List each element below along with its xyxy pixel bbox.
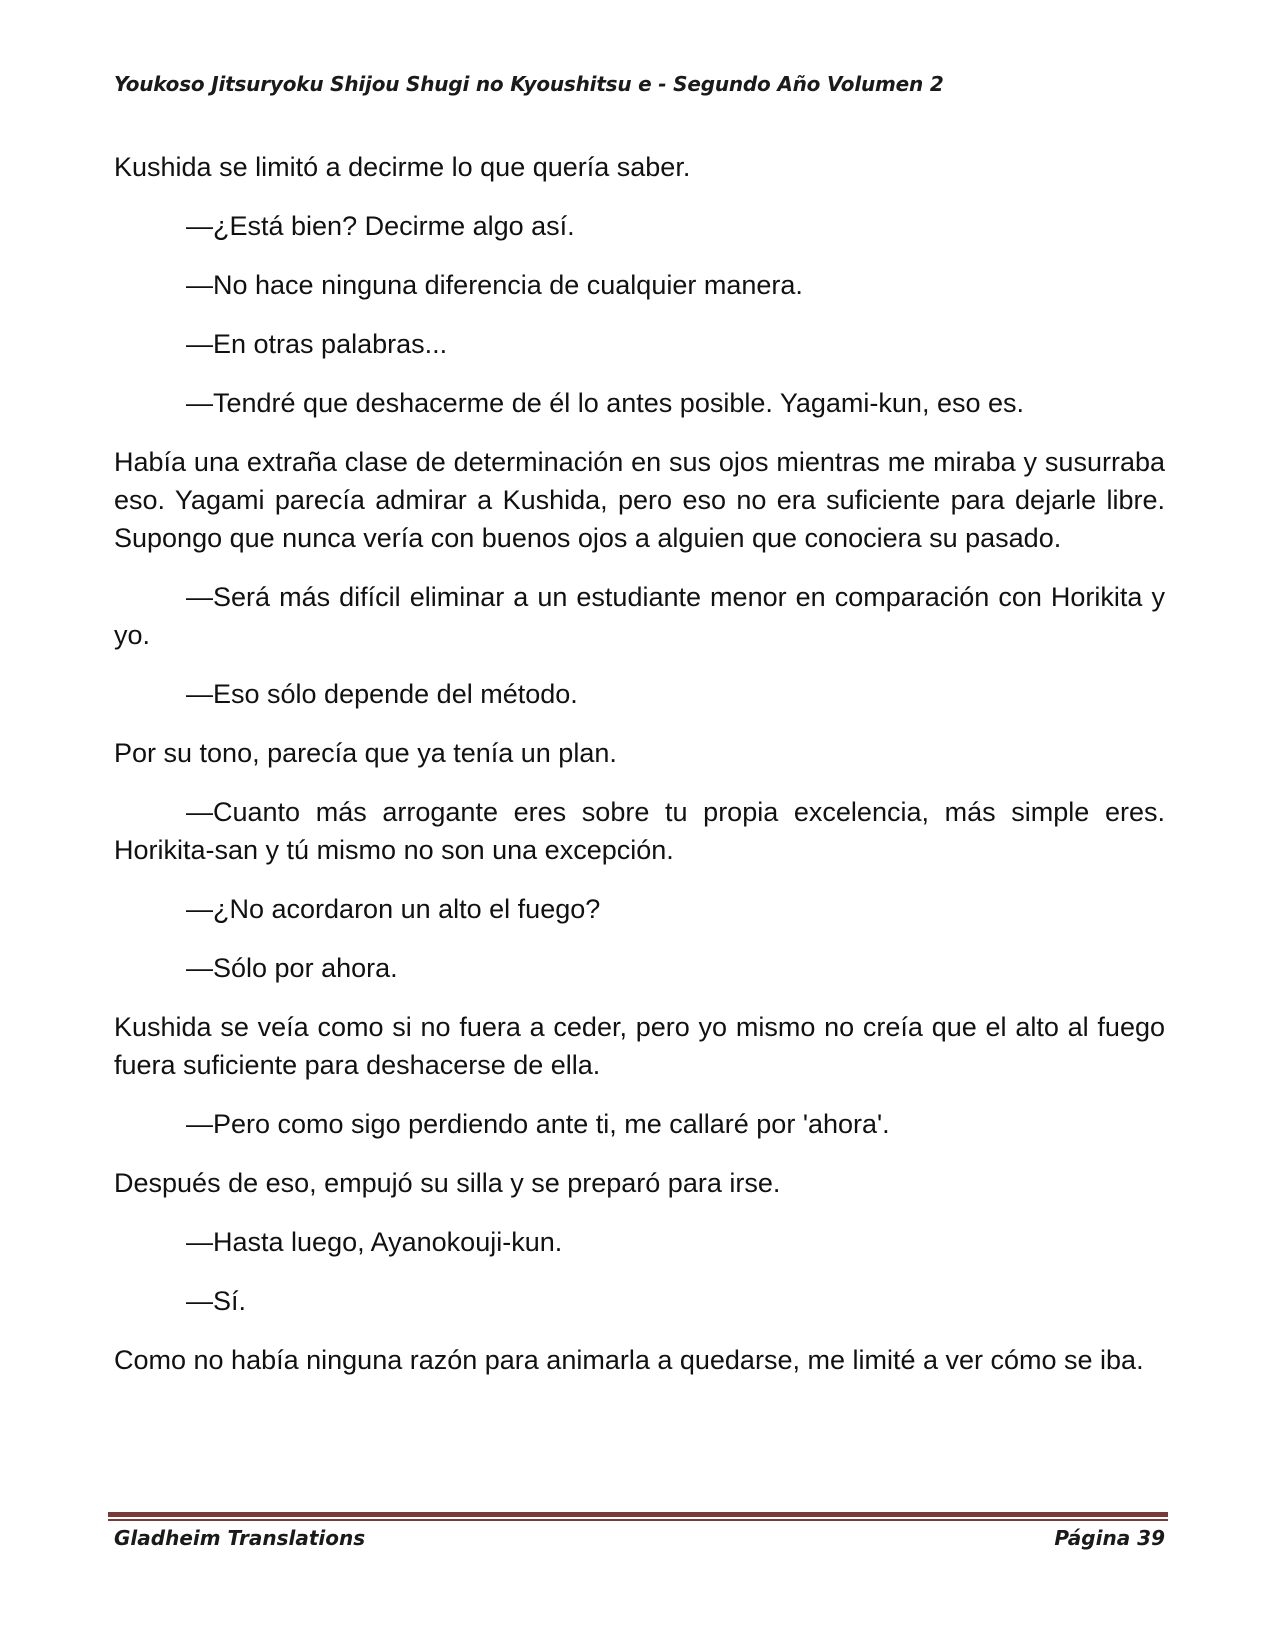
- footer-credit: Gladheim Translations: [114, 1526, 366, 1550]
- paragraph-dialog: —¿Está bien? Decirme algo así.: [186, 211, 575, 241]
- paragraph-dialog: —Pero como sigo perdiendo ante ti, me callaré por 'ahora'.: [186, 1109, 890, 1139]
- page-number: Página 39: [1054, 1526, 1165, 1550]
- paragraph-dialog: —No hace ninguna diferencia de cualquier manera.: [186, 270, 803, 300]
- running-header: Youkoso Jitsuryoku Shijou Shugi no Kyoushitsu e - Segundo Año Volumen 2: [114, 72, 944, 96]
- paragraph-dialog: —En otras palabras...: [186, 329, 448, 359]
- paragraph-dialog: —Eso sólo depende del método.: [186, 679, 578, 709]
- footer-rule-thick: [108, 1512, 1168, 1517]
- paragraph-narration: Había una extraña clase de determinación en sus ojos mientras me miraba y susurraba eso. Yagami parecía admirar a Kushida, pero eso no era suficiente para dejarle libre. Supongo que nunca vería con buenos ojos a alguien que conociera su pasado.: [114, 447, 1165, 553]
- paragraph-dialog: —Será más difícil eliminar a un estudiante menor en comparación con Horikita y yo.: [114, 582, 1165, 650]
- paragraph-dialog: —Sí.: [186, 1286, 247, 1316]
- paragraph-narration: Kushida se limitó a decirme lo que quería saber.: [114, 152, 691, 182]
- paragraph-dialog: —Hasta luego, Ayanokouji-kun.: [186, 1227, 563, 1257]
- paragraph-dialog: —Sólo por ahora.: [186, 953, 398, 983]
- footer-rule-thin: [108, 1519, 1168, 1521]
- paragraph-dialog: —Tendré que deshacerme de él lo antes posible. Yagami-kun, eso es.: [186, 388, 1025, 418]
- paragraph-narration: Después de eso, empujó su silla y se preparó para irse.: [114, 1168, 781, 1198]
- paragraph-dialog: —¿No acordaron un alto el fuego?: [186, 894, 601, 924]
- paragraph-narration: Kushida se veía como si no fuera a ceder, pero yo mismo no creía que el alto al fuego fuera suficiente para deshacerse de ella.: [114, 1012, 1165, 1080]
- paragraph-dialog: —Cuanto más arrogante eres sobre tu propia excelencia, más simple eres. Horikita-san y tú mismo no son una excepción.: [114, 797, 1165, 865]
- paragraph-narration: Como no había ninguna razón para animarla a quedarse, me limité a ver cómo se iba.: [114, 1345, 1144, 1375]
- footer-rule: [108, 1512, 1168, 1522]
- paragraph-narration: Por su tono, parecía que ya tenía un plan.: [114, 738, 617, 768]
- page-body: [114, 148, 1165, 1400]
